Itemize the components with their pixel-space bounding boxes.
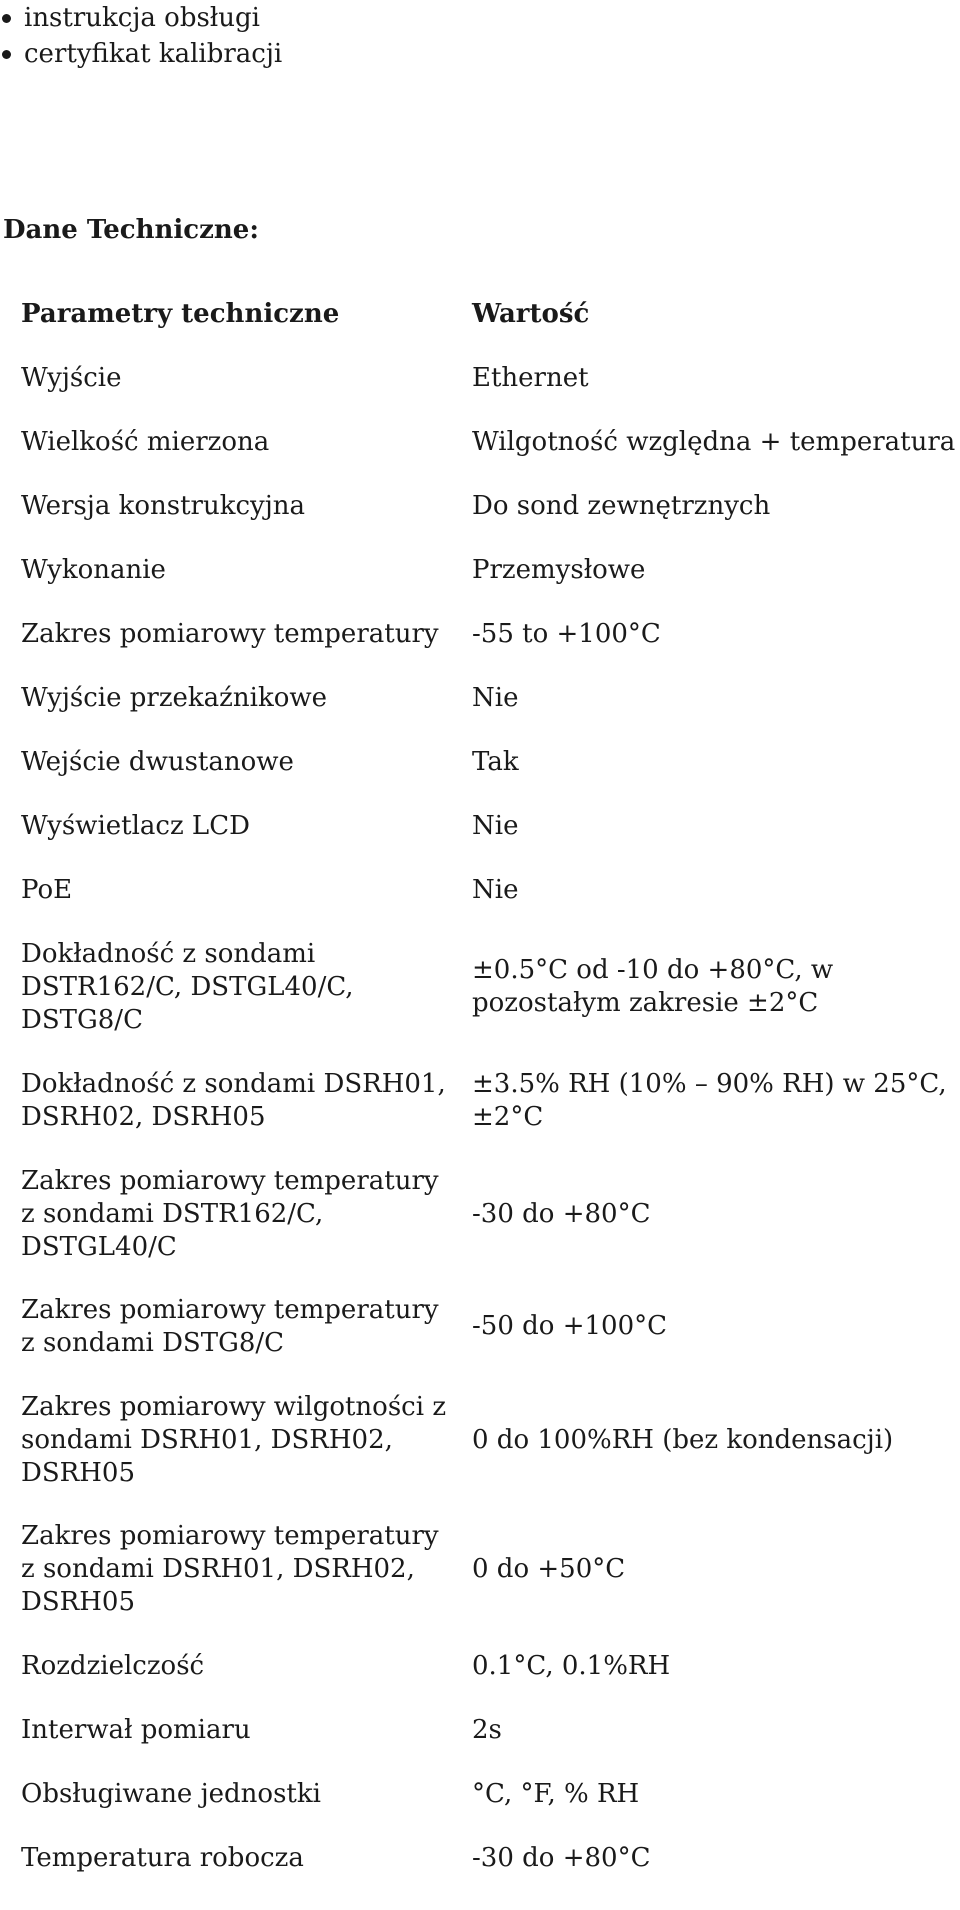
parameter-value: -50 do +100°C [472, 1311, 667, 1341]
parameter-value: Przemysłowe [472, 555, 646, 585]
parameter-name: Wielkość mierzona [21, 427, 270, 457]
parameter-name: Zakres pomiarowy temperatury z sondami DSTG8/C [21, 1295, 439, 1358]
section-title: Dane Techniczne: [3, 215, 259, 245]
parameter-name: Zakres pomiarowy temperatury z sondami DSTR162/C, DSTGL40/C [21, 1166, 439, 1262]
parameter-name: Temperatura robocza [21, 1843, 304, 1873]
parameter-name: Dokładność z sondami DSTR162/C, DSTGL40/C, DSTG8/C [21, 939, 354, 1035]
parameter-value: 0 do +50°C [472, 1554, 626, 1584]
parameter-value: Nie [472, 811, 519, 841]
parameter-name: Interwał pomiaru [21, 1715, 251, 1745]
list-item [0, 36, 282, 72]
parameter-value: °C, °F, % RH [472, 1779, 640, 1809]
parameter-name: Wyjście [21, 363, 122, 393]
list-item-label: instrukcja obsługi [24, 3, 260, 33]
header-value: Wartość [472, 299, 590, 329]
parameter-value: 0 do 100%RH (bez kondensacji) [472, 1425, 894, 1455]
parameter-value: 2s [472, 1715, 502, 1745]
parameter-name: Dokładność z sondami DSRH01, DSRH02, DSRH05 [21, 1069, 446, 1132]
list-item [0, 0, 282, 36]
parameter-value: -55 to +100°C [472, 619, 661, 649]
parameter-value: -30 do +80°C [472, 1199, 651, 1229]
accessories-list [0, 0, 282, 72]
parameter-value: Nie [472, 875, 519, 905]
parameter-value: -30 do +80°C [472, 1843, 651, 1873]
parameter-name: Rozdzielczość [21, 1651, 205, 1681]
parameter-value: Nie [472, 683, 519, 713]
parameter-value: 0.1°C, 0.1%RH [472, 1651, 671, 1681]
parameter-name: Zakres pomiarowy temperatury [21, 619, 439, 649]
parameter-name: Zakres pomiarowy temperatury z sondami DSRH01, DSRH02, DSRH05 [21, 1521, 439, 1617]
parameter-name: Wyjście przekaźnikowe [21, 683, 327, 713]
header-parameter: Parametry techniczne [21, 299, 340, 329]
parameter-name: Zakres pomiarowy wilgotności z sondami DSRH01, DSRH02, DSRH05 [21, 1392, 447, 1488]
parameter-value: Tak [472, 747, 519, 777]
parameter-value: ±0.5°C od -10 do +80°C, w pozostałym zakresie ±2°C [472, 955, 834, 1018]
bullet-icon [2, 50, 11, 59]
parameter-value: Do sond zewnętrznych [472, 491, 771, 521]
parameter-name: Obsługiwane jednostki [21, 1779, 321, 1809]
parameter-name: PoE [21, 875, 73, 905]
list-item-label: certyfikat kalibracji [24, 39, 283, 69]
parameter-value: Ethernet [472, 363, 589, 393]
parameter-name: Wejście dwustanowe [21, 747, 294, 777]
parameter-name: Wersja konstrukcyjna [21, 491, 306, 521]
parameter-value: ±3.5% RH (10% – 90% RH) w 25°C, ±2°C [472, 1069, 947, 1132]
parameter-value: Wilgotność względna + temperatura [472, 427, 956, 457]
parameter-name: Wyświetlacz LCD [21, 811, 250, 841]
bullet-icon [2, 14, 11, 23]
parameter-name: Wykonanie [21, 555, 166, 585]
